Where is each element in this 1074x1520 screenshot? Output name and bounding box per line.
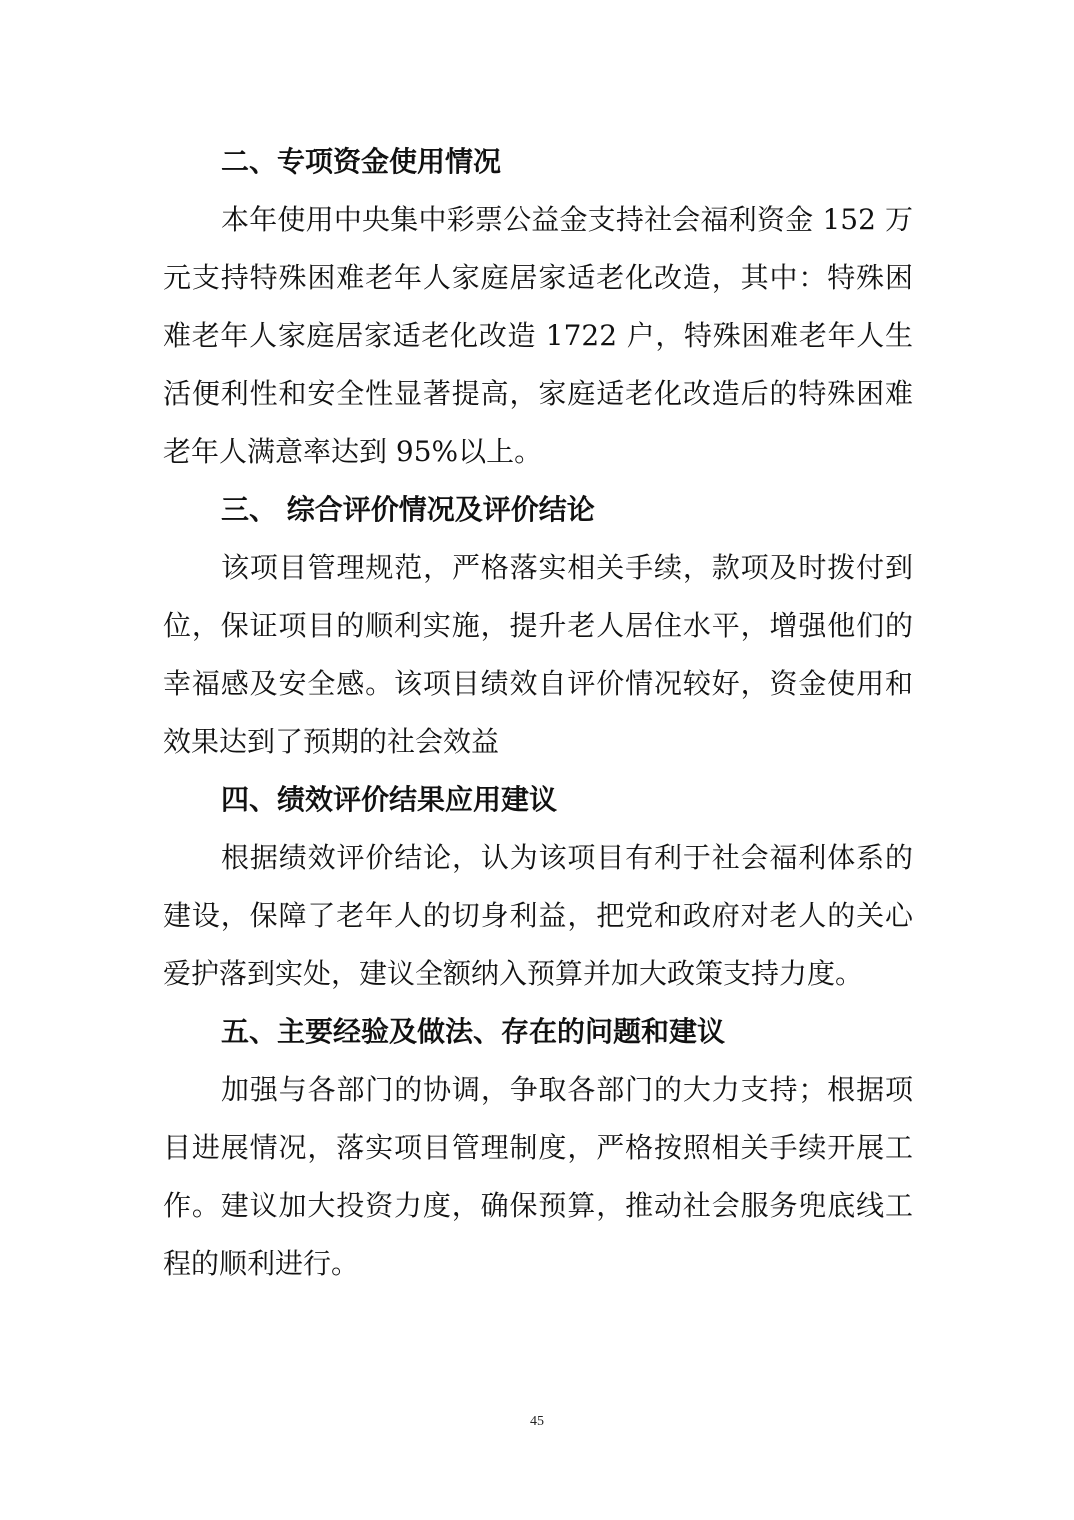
- paragraph-line: 该项目管理规范，严格落实相关手续，款项及时拨付到: [221, 551, 913, 584]
- section-heading: 二、专项资金使用情况: [221, 145, 502, 178]
- section-heading: 三、 综合评价情况及评价结论: [221, 493, 595, 526]
- section-heading: 五、主要经验及做法、存在的问题和建议: [221, 1015, 726, 1048]
- paragraph-line: 爱护落到实处，建议全额纳入预算并加大政策支持力度。: [163, 957, 864, 990]
- paragraph-line: 目进展情况，落实项目管理制度，严格按照相关手续开展工: [163, 1131, 913, 1164]
- paragraph-line: 效果达到了预期的社会效益: [163, 725, 500, 758]
- paragraph-line: 元支持特殊困难老年人家庭居家适老化改造，其中：特殊困: [163, 261, 913, 294]
- section-paragraph: [163, 539, 913, 771]
- section-heading: 四、绩效评价结果应用建议: [221, 783, 558, 816]
- paragraph-line: 本年使用中央集中彩票公益金支持社会福利资金 152 万: [221, 203, 913, 236]
- paragraph-line: 位，保证项目的顺利实施，提升老人居住水平，增强他们的: [163, 609, 913, 642]
- paragraph-line: 老年人满意率达到 95%以上。: [163, 435, 543, 468]
- section-paragraph: [163, 1061, 913, 1293]
- paragraph-line: 根据绩效评价结论，认为该项目有利于社会福利体系的: [221, 841, 913, 874]
- paragraph-line: 活便利性和安全性显著提高，家庭适老化改造后的特殊困难: [163, 377, 913, 410]
- section-paragraph: [163, 829, 913, 1003]
- page-number: 45: [530, 1414, 544, 1429]
- paragraph-line: 难老年人家庭居家适老化改造 1722 户，特殊困难老年人生: [163, 319, 913, 352]
- paragraph-line: 幸福感及安全感。该项目绩效自评价情况较好，资金使用和: [163, 667, 913, 700]
- section-paragraph: [163, 191, 913, 481]
- paragraph-line: 加强与各部门的协调，争取各部门的大力支持；根据项: [221, 1073, 913, 1106]
- paragraph-line: 建设，保障了老年人的切身利益，把党和政府对老人的关心: [163, 899, 913, 932]
- paragraph-line: 作。建议加大投资力度，确保预算，推动社会服务兜底线工: [163, 1189, 913, 1222]
- document-body: [163, 133, 913, 1293]
- paragraph-line: 程的顺利进行。: [163, 1247, 360, 1280]
